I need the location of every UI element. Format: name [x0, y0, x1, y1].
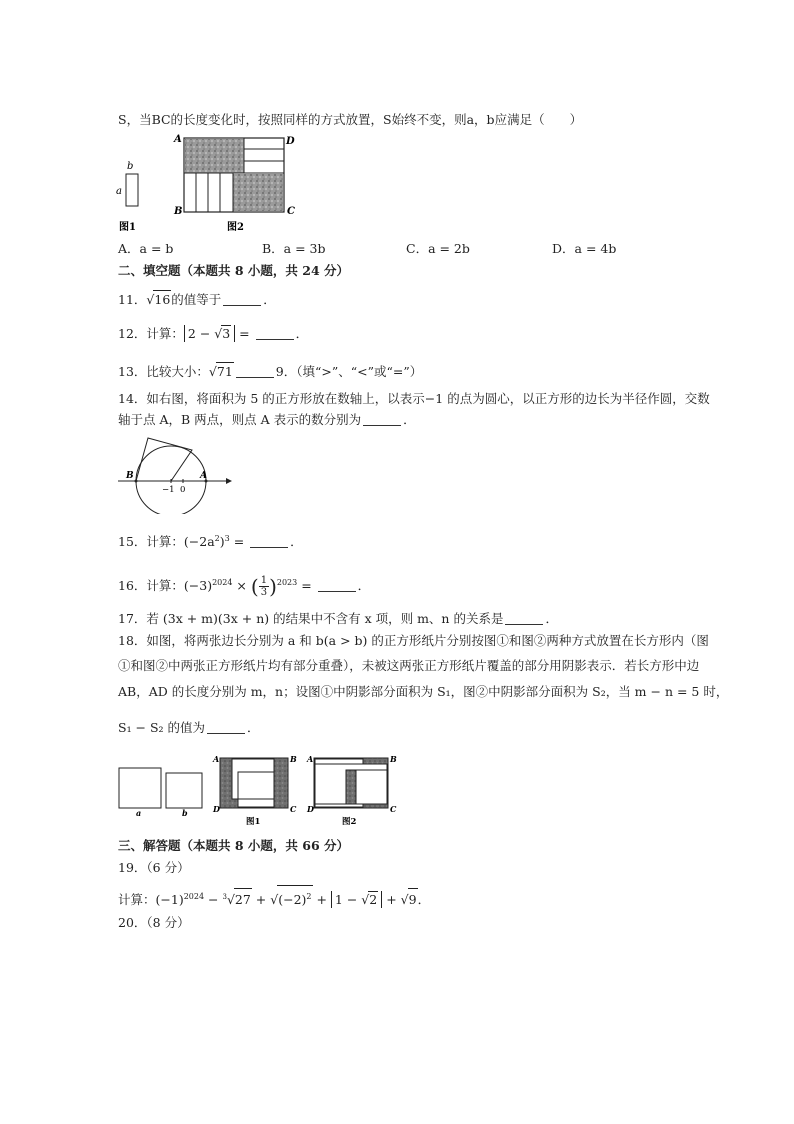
q11: 11．√16的值等于 ．: [118, 292, 276, 307]
q13-radicand: 71: [216, 364, 233, 379]
square: [136, 438, 192, 481]
svg-text:A: A: [307, 754, 314, 764]
fig2-corner-a: A: [174, 134, 182, 145]
svg-text:D: D: [307, 804, 314, 814]
square-b: [166, 773, 202, 808]
fig-label-a: A: [200, 471, 207, 481]
fig1-rect: [126, 174, 138, 206]
fig1-caption: 图1: [119, 222, 136, 232]
q12: 12．计算： 2 − √3 = ．: [118, 326, 309, 341]
q10-figures: [112, 132, 312, 232]
fig-label-0: 0: [180, 485, 186, 495]
fig1-label-b: b: [127, 161, 134, 172]
fig2-shade-bottom: [233, 174, 283, 211]
fig-label-minus1: −1: [162, 485, 175, 495]
q20-head: 20．（8 分）: [118, 915, 190, 930]
fig2-corner-d: D: [286, 136, 295, 147]
arrow-icon: [226, 478, 232, 484]
fig2-shade-top: [185, 139, 244, 173]
q13-answer-blank[interactable]: [236, 365, 274, 378]
q10-option-b[interactable]: B．a = 3b: [262, 241, 326, 256]
q17: 17．若 (3x + m)(3x + n) 的结果中不含有 x 项，则 m、n 的关系是 ．: [118, 611, 558, 626]
q16-answer-blank[interactable]: [318, 579, 356, 592]
q16: 16．计算：$(-3)^{2024}$ × ( $\frac{1}{3}$ )$^{2023}$ = ．: [118, 574, 371, 599]
q18-answer-blank[interactable]: [207, 721, 245, 734]
q17-answer-blank[interactable]: [505, 612, 543, 625]
q15-answer-blank[interactable]: [250, 535, 288, 548]
svg-text:B: B: [390, 754, 397, 764]
q19-head: 19．（6 分）: [118, 860, 190, 875]
q19-abs: 1 − √2: [331, 891, 382, 908]
fig-label-b: B: [126, 471, 134, 481]
q14-figure: [114, 434, 234, 514]
q14-line2: 轴于点 A，B 两点，则点 A 表示的数分别为 ．: [118, 412, 416, 427]
q10-option-d[interactable]: D．a = 4b: [552, 241, 617, 256]
fig2-corner-b: B: [174, 206, 183, 217]
q11-radicand: 16: [154, 292, 171, 307]
svg-text:A: A: [213, 754, 220, 764]
svg-text:B: B: [290, 754, 297, 764]
q12-abs: 2 − √3: [184, 325, 235, 342]
label-b: b: [182, 808, 188, 818]
fig2-caption: 图2: [227, 222, 244, 232]
q19-expression: 计算：$(-1)^{2024} - ^3√27 + √(-2)^2 + 1 - √2 + √9$．: [118, 885, 430, 911]
label-a: a: [136, 808, 142, 818]
svg-text:C: C: [390, 804, 397, 814]
q19-sqrt-term: $(-2)^2$: [277, 885, 312, 911]
q10-option-c[interactable]: C．a = 2b: [406, 241, 470, 256]
fig1-caption: 图1: [246, 817, 261, 827]
q11-answer-blank[interactable]: [223, 293, 261, 306]
q14-answer-blank[interactable]: [363, 413, 401, 426]
fig2-corner-c: C: [287, 206, 295, 217]
q14-line1: 14．如右图，将面积为 5 的正方形放在数轴上，以表示−1 的点为圆心，以正方形的边长为半径作圆，交数: [118, 391, 710, 406]
section2-title: 二、填空题（本题共 8 小题，共 24 分）: [118, 263, 350, 278]
q16-fraction: $\frac{1}{3}$: [260, 575, 268, 599]
q18-line4: S₁ − S₂ 的值为 ．: [118, 720, 260, 735]
q18-line1: 18．如图，将两张边长分别为 a 和 b(a > b) 的正方形纸片分别按图①和图②两种方式放置在长方形内（图: [118, 633, 709, 648]
q10-text: S，当BC的长度变化时，按照同样的方式放置，S始终不变，则a，b应满足（ ）: [118, 112, 583, 127]
q18-figures: [114, 750, 404, 830]
q13: 13．比较大小：√71 9．（填“>”、“<”或“=”）: [118, 364, 423, 379]
section3-title: 三、解答题（本题共 8 小题，共 66 分）: [118, 838, 350, 853]
q12-answer-blank[interactable]: [256, 327, 294, 340]
q18-line2: ①和图②中两张正方形纸片均有部分重叠），未被这两张正方形纸片覆盖的部分用阴影表示．若长方形中边: [118, 658, 700, 673]
square-a: [119, 768, 161, 808]
q15: 15．计算：$(-2a^2)^3$ = ．: [118, 534, 303, 550]
svg-text:D: D: [213, 804, 220, 814]
fig1-label-a: a: [116, 186, 122, 197]
q18-line3: AB，AD 的长度分别为 m，n；设图①中阴影部分面积为 S₁，图②中阴影部分面积为 S₂，当 m − n = 5 时，: [118, 684, 729, 699]
q10-option-a[interactable]: A．a = b: [118, 241, 174, 256]
fig2-caption: 图2: [342, 817, 357, 827]
fig1-square-b: [238, 772, 274, 807]
svg-text:C: C: [290, 804, 297, 814]
